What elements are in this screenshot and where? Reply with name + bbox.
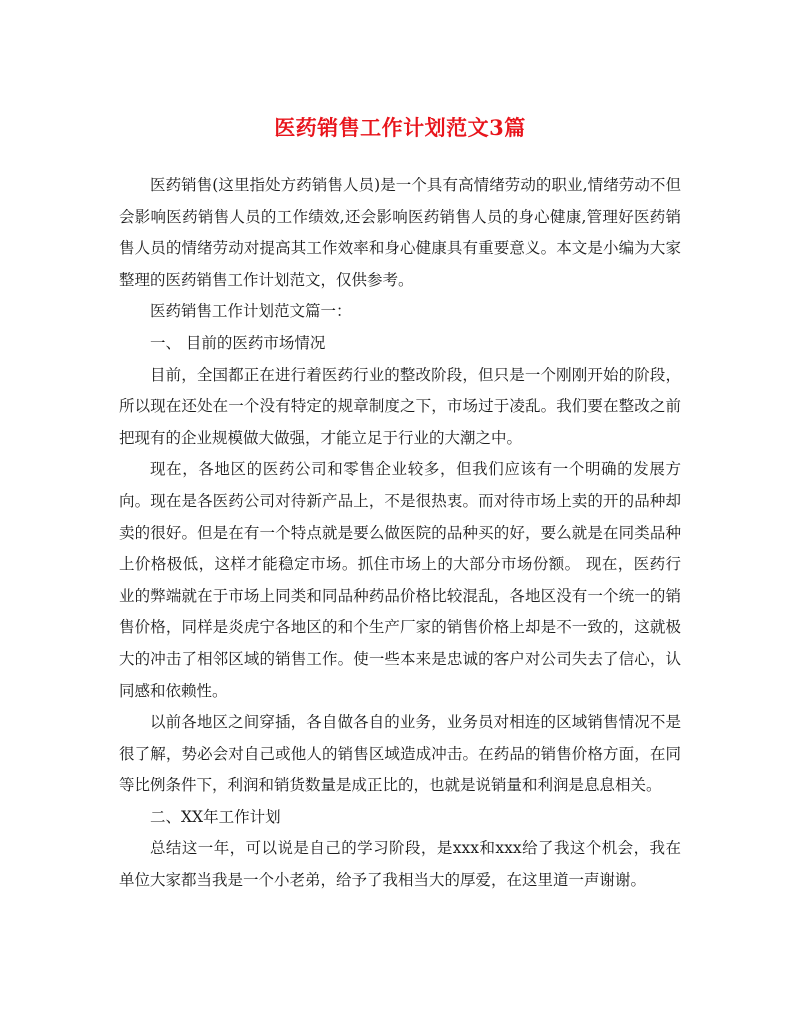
document-body: [119, 170, 681, 897]
paragraph-market-status: 目前，全国都正在进行着医药行业的整改阶段，但只是一个刚刚开始的阶段，所以现在还处在一个没有特定的规章制度之下，市场过于凌乱。我们要在整改之前把现有的企业规模做大做强，才能立足于行业的大潮之中。: [119, 365, 681, 447]
paragraph-subheading-market: 一、 目前的医药市场情况: [150, 333, 326, 352]
paragraph-intro: 医药销售(这里指处方药销售人员)是一个具有高情绪劳动的职业,情绪劳动不但会影响医药销售人员的工作绩效,还会影响医药销售人员的身心健康,管理好医药销售人员的情绪劳动对提高其工作效率和身心健康具有重要意义。本文是小编为大家整理的医药销售工作计划范文，仅供参考。: [119, 176, 681, 289]
document-title: 医药销售工作计划范文3篇: [274, 115, 526, 140]
paragraph-year-summary: 总结这一年，可以说是自己的学习阶段，是xxx和xxx给了我这个机会，我在单位大家都当我是一个小老弟，给予了我相当大的厚爱，在这里道一声谢谢。: [119, 839, 681, 890]
paragraph-section-heading: 医药销售工作计划范文篇一：: [150, 302, 352, 321]
paragraph-market-problems: 现在，各地区的医药公司和零售企业较多，但我们应该有一个明确的发展方向。现在是各医药公司对待新产品上，不是很热衷。而对待市场上卖的开的品种却卖的很好。但是在有一个特点就是要么做医院的品种买的好，要么就是在同类品种上价格极低，这样才能稳定市场。抓住市场上的大部分市场份额。 现在，医药行业的弊端就在于市场上同类和同品种药品价格比较混乱，各地区没有一个统一的销售价格，同样是炎虎宁各地区的和个生产厂家的销售价格上却是不一致的，这就极大的冲击了相邻区域的销售工作。使一些本来是忠诚的客户对公司失去了信心，认同感和依赖性。: [119, 460, 681, 700]
paragraph-subheading-plan: 二、XX年工作计划: [150, 807, 281, 826]
paragraph-region-sales: 以前各地区之间穿插，各自做各自的业务，业务员对相连的区域销售情况不是很了解，势必会对自己或他人的销售区域造成冲击。在药品的销售价格方面，在同等比例条件下，利润和销货数量是成正比的，也就是说销量和利润是息息相关。: [119, 713, 681, 795]
